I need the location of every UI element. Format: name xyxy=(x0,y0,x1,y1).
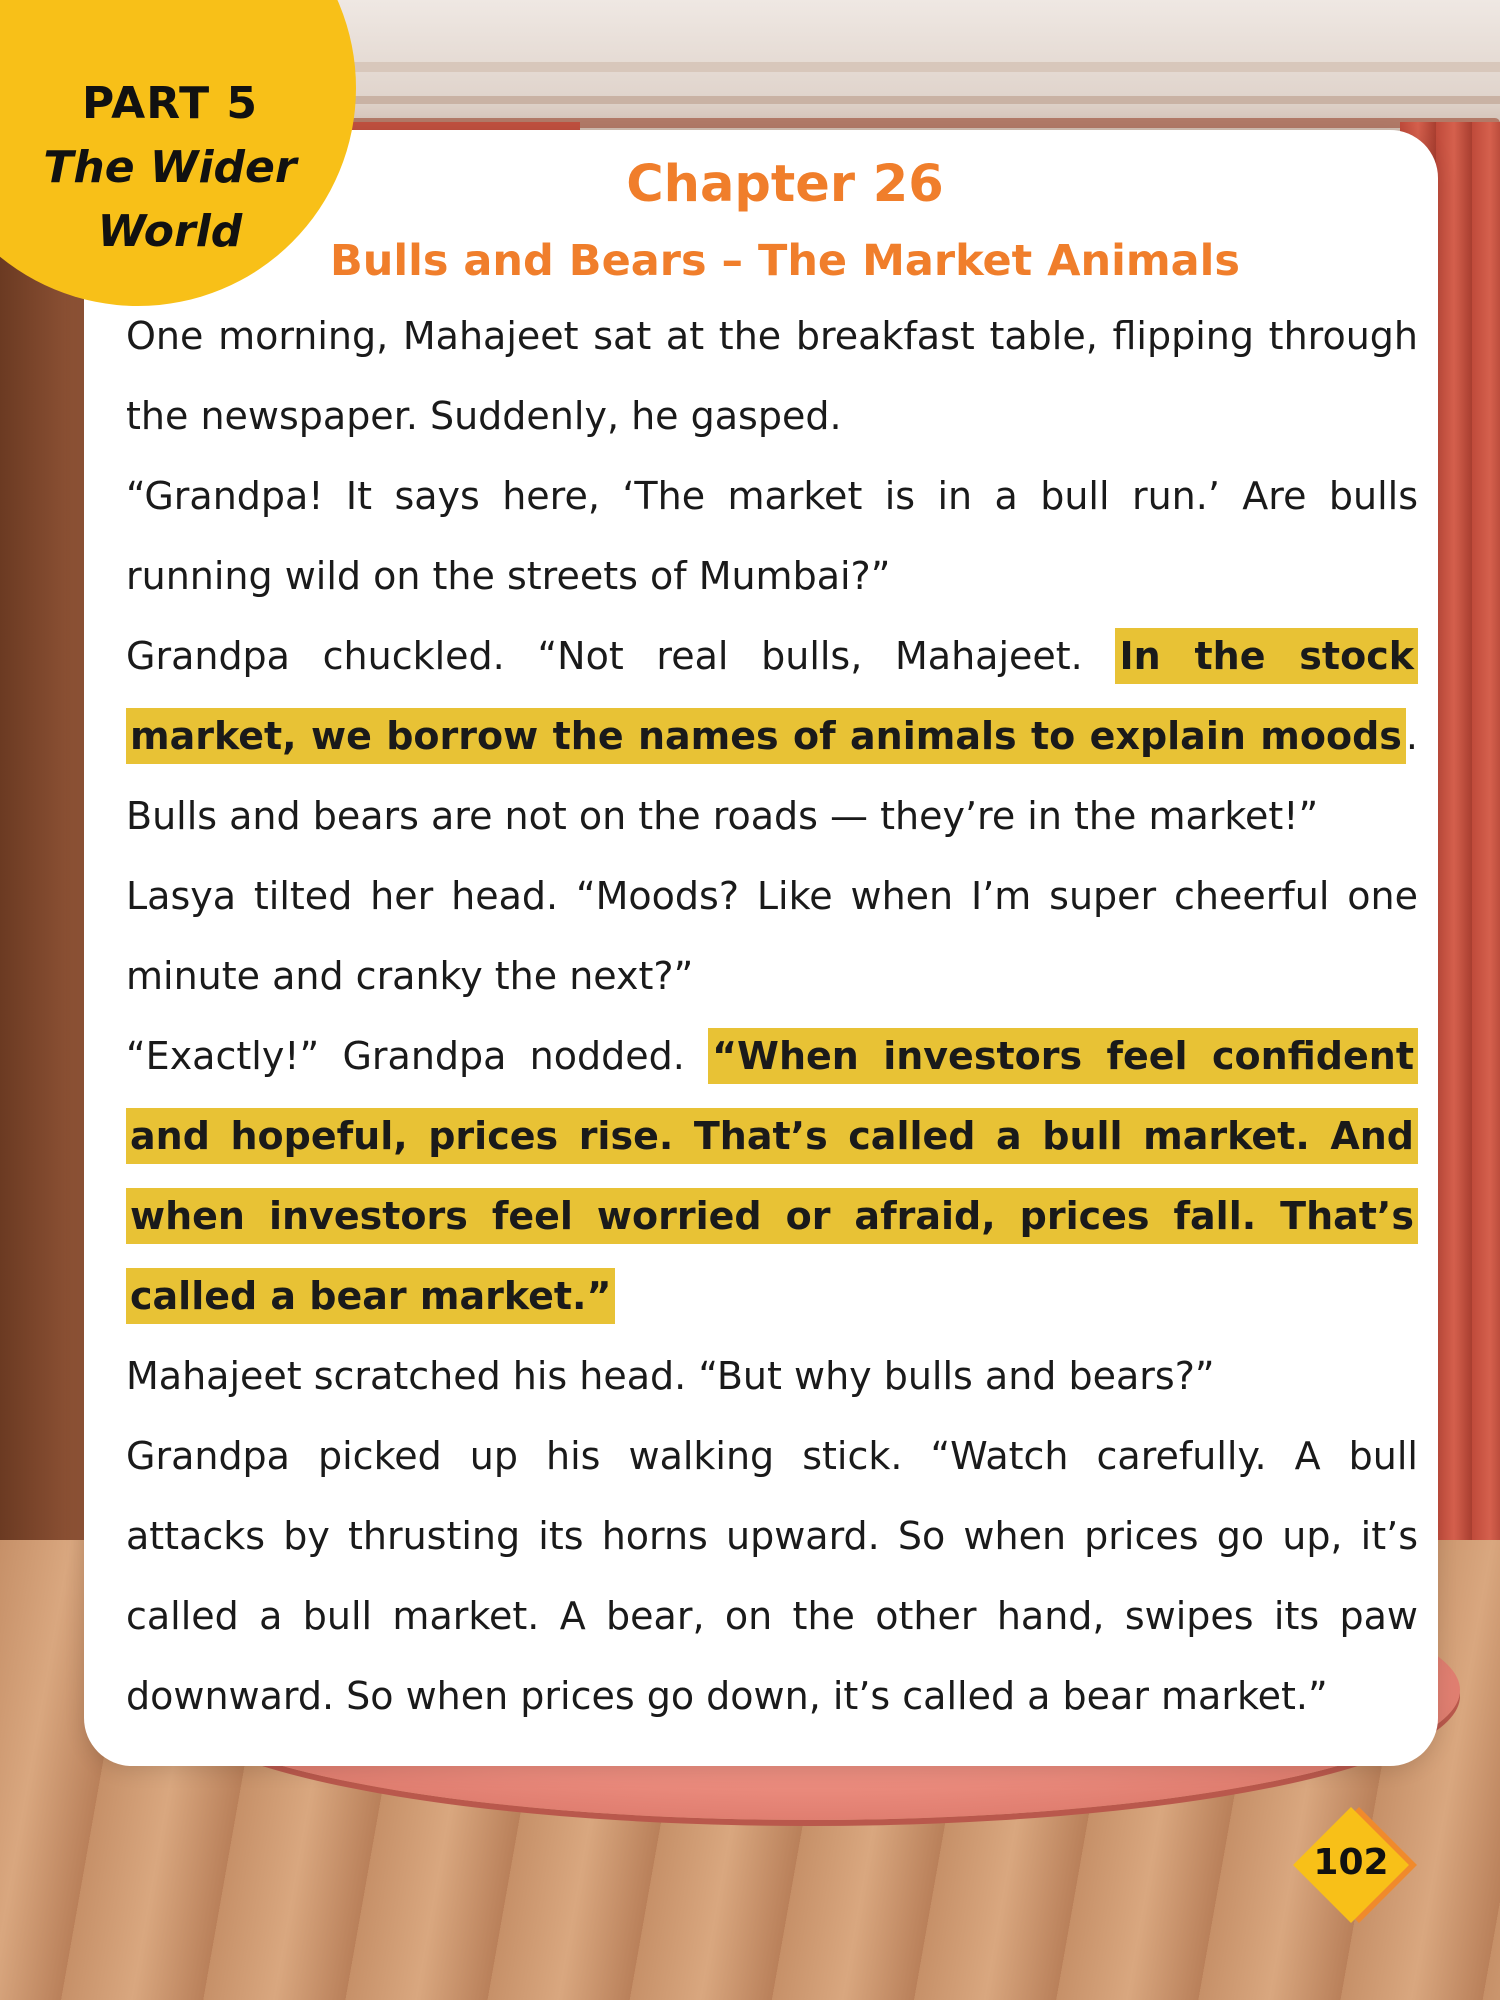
paragraph-3-tail: . Bulls and bears are not on the roads — they’re in the market!” xyxy=(126,714,1418,838)
paragraph-5 xyxy=(126,1016,1418,1336)
paragraph-3-lead: Grandpa chuckled. “Not real bulls, Mahajeet. xyxy=(126,634,1116,678)
part-title-line1: The Wider xyxy=(43,142,297,193)
page-number-badge xyxy=(1290,1810,1420,1930)
paragraph-2: “Grandpa! It says here, ‘The market is in a bull run.’ Are bulls running wild on the streets of Mumbai?” xyxy=(126,474,1418,598)
paragraph-3 xyxy=(126,616,1418,856)
highlighted-key-point-1: In the stock market, we borrow the names of animals to explain moods xyxy=(126,628,1418,764)
chapter-number: Chapter 26 xyxy=(626,155,944,214)
paragraph-5-lead: “Exactly!” Grandpa nodded. xyxy=(126,1034,709,1078)
highlighted-key-point-2: “When investors feel confident and hopeful, prices rise. That’s called a bull market. And when investors feel worried or afraid, prices fall. That’s called a bear market.” xyxy=(126,1028,1418,1324)
paragraph-4: Lasya tilted her head. “Moods? Like when I’m super cheerful one minute and cranky the next?” xyxy=(126,874,1418,998)
paragraph-7: Grandpa picked up his walking stick. “Watch carefully. A bull attacks by thrusting its horns upward. So when prices go up, it’s called a bull market. A bear, on the other hand, swipes its paw downward. So when prices go down, it’s called a bear market.” xyxy=(126,1434,1418,1718)
part-number: PART 5 xyxy=(81,78,259,129)
paragraph-1: One morning, Mahajeet sat at the breakfast table, flipping through the newspaper. Suddenly, he gasped. xyxy=(126,314,1418,438)
page-number: 102 xyxy=(1313,1842,1389,1883)
paragraph-6: Mahajeet scratched his head. “But why bulls and bears?” xyxy=(126,1354,1215,1398)
story-body xyxy=(126,296,1418,1736)
chapter-title: Bulls and Bears – The Market Animals xyxy=(329,236,1240,286)
part-title-line2: World xyxy=(97,206,243,257)
